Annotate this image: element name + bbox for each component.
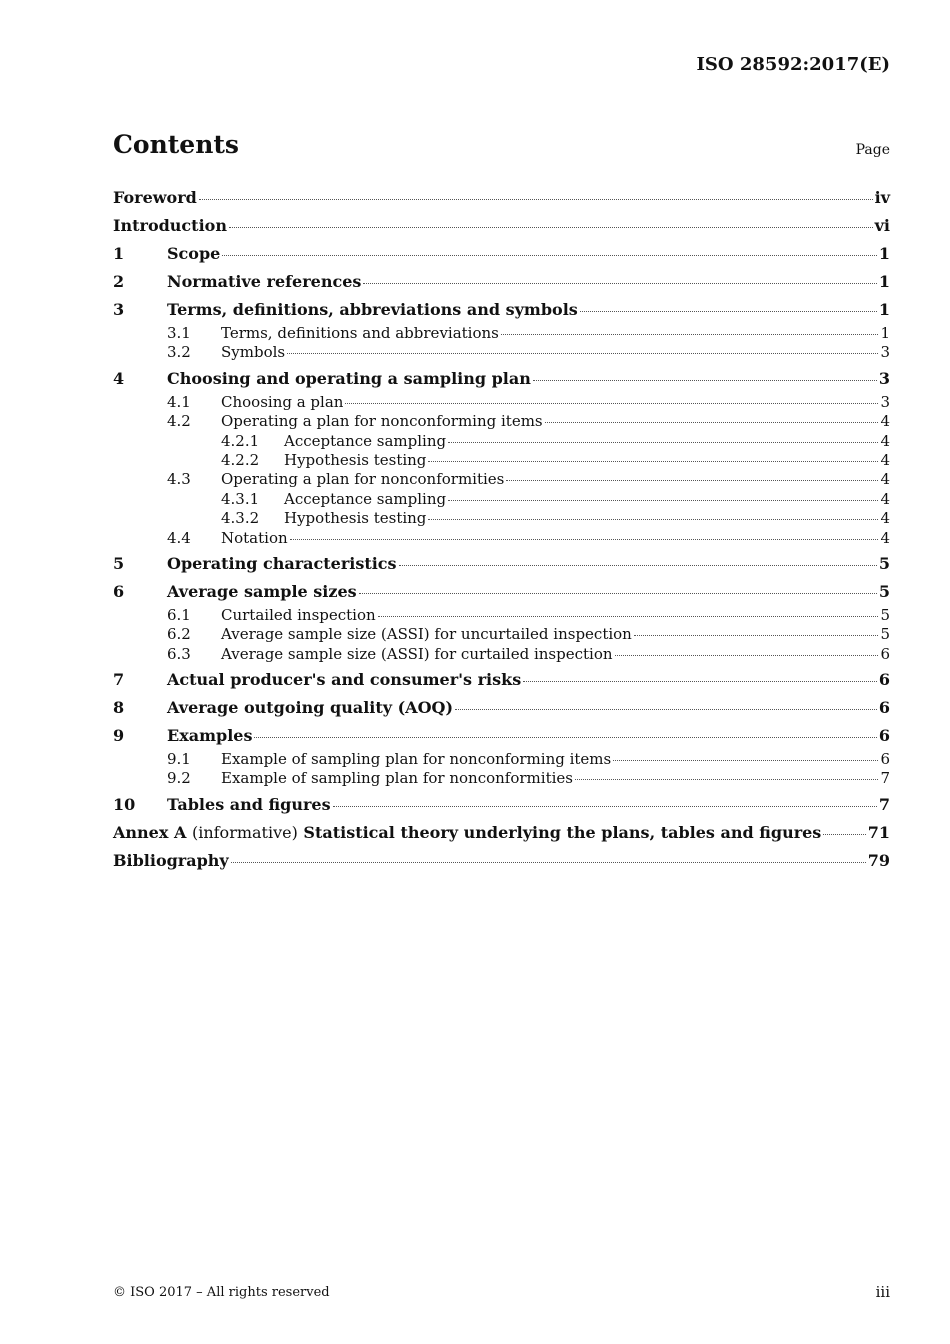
toc-entry-number: 3.2: [167, 343, 191, 362]
leader-dots: [378, 615, 879, 617]
toc-entry[interactable]: [113, 666, 890, 694]
toc-entry-number: 4.2.1: [221, 431, 260, 450]
toc-entry[interactable]: [113, 451, 890, 470]
toc-entry-page: 6: [878, 726, 890, 746]
toc-entry[interactable]: [113, 606, 890, 625]
toc-entry-number: 3: [113, 300, 125, 319]
toc-entry[interactable]: [113, 694, 890, 722]
leader-dots: [455, 708, 877, 710]
leader-dots: [615, 654, 879, 656]
annex-label: Annex A: [113, 822, 187, 842]
toc-entry-number: 4.3.2: [221, 509, 260, 528]
toc-entry-title[interactable]: Introduction: [113, 216, 227, 235]
leader-dots: [523, 680, 877, 682]
toc-entry-number: 3.1: [167, 324, 191, 342]
leader-dots: [823, 833, 865, 835]
toc-entry[interactable]: [113, 296, 890, 324]
toc-entry-title[interactable]: Operating a plan for nonconforming items: [221, 412, 543, 431]
toc-entry[interactable]: [113, 791, 890, 819]
toc-entry-number: 5: [113, 553, 125, 573]
toc-entry[interactable]: [113, 432, 890, 451]
leader-dots: [333, 805, 877, 807]
toc-entry-page: 3: [880, 343, 890, 362]
toc-entry-title[interactable]: Actual producer's and consumer's risks: [167, 670, 522, 690]
toc-entry[interactable]: [113, 365, 890, 393]
copyright-notice: © ISO 2017 – All rights reserved: [113, 1285, 330, 1300]
toc-entry-page: 5: [878, 553, 890, 573]
page-title: Contents: [113, 130, 240, 159]
toc-entry-page: 4: [880, 509, 890, 528]
toc-entry[interactable]: [113, 769, 890, 788]
toc-entry[interactable]: [113, 343, 890, 362]
toc-entry-number: 6: [113, 581, 125, 601]
toc-entry-page: 4: [880, 489, 890, 508]
toc-entry-number: 4.3: [167, 470, 191, 489]
toc-entry[interactable]: [113, 268, 890, 296]
toc-entry-page: 6: [880, 750, 890, 769]
toc-entry-page: 4: [880, 412, 890, 431]
toc-entry-page: 5: [880, 605, 890, 624]
toc-entry[interactable]: [113, 212, 890, 240]
toc-entry-title[interactable]: Hypothesis testing: [284, 509, 427, 528]
page-number: iii: [875, 1283, 890, 1301]
toc-entry-number: 9: [113, 726, 125, 746]
toc-entry-title[interactable]: Operating characteristics: [167, 553, 397, 573]
toc-entry-number: 4: [113, 368, 125, 388]
leader-dots: [287, 352, 878, 354]
toc-entry-title[interactable]: Bibliography: [113, 850, 229, 870]
toc-entry[interactable]: [113, 578, 890, 606]
leader-dots: [363, 282, 876, 284]
toc-entry-page: 7: [880, 769, 890, 788]
toc-entry-page: 4: [880, 470, 890, 489]
toc-entry[interactable]: [113, 393, 890, 412]
toc-entry-title[interactable]: Choosing a plan: [221, 392, 344, 411]
toc-entry-number: 4.2.2: [221, 450, 260, 469]
toc-entry[interactable]: [113, 847, 890, 875]
toc-entry-number: 4.1: [167, 392, 191, 411]
toc-entry-title[interactable]: Notation: [221, 528, 288, 547]
toc-entry[interactable]: [113, 625, 890, 644]
page-column-label: Page: [855, 142, 890, 158]
toc-entry-number: 6.3: [167, 644, 191, 663]
leader-dots: [580, 310, 877, 312]
leader-dots: [231, 861, 866, 863]
leader-dots: [448, 499, 878, 501]
toc-entry-number: 4.2: [167, 412, 191, 431]
toc-entry-number: 9.1: [167, 750, 191, 769]
toc-entry-title[interactable]: Curtailed inspection: [221, 605, 376, 624]
toc-entry-number: 6.1: [167, 605, 191, 624]
toc-entry-title[interactable]: Acceptance sampling: [284, 489, 447, 508]
leader-dots: [613, 759, 878, 761]
toc-entry[interactable]: [113, 240, 890, 268]
toc-entry-title[interactable]: Examples: [167, 726, 253, 746]
toc-entry-title[interactable]: Example of sampling plan for nonconforming items: [221, 750, 612, 769]
toc-entry[interactable]: [113, 645, 890, 664]
toc-entry-number: 2: [113, 272, 125, 291]
toc-entry-page: 6: [878, 670, 890, 690]
leader-dots: [545, 421, 879, 423]
leader-dots: [254, 736, 876, 738]
toc-entry-page: 6: [878, 698, 890, 718]
toc-entry-page: 71: [867, 822, 890, 842]
toc-entry-title[interactable]: Scope: [167, 244, 221, 263]
toc-entry-page: 5: [880, 625, 890, 644]
toc-entry-title[interactable]: Symbols: [221, 343, 286, 362]
toc-entry[interactable]: [113, 184, 890, 212]
leader-dots: [501, 333, 879, 335]
toc-entry-page: 4: [880, 528, 890, 547]
toc-entry-title[interactable]: Average sample sizes: [167, 581, 357, 601]
leader-dots: [448, 441, 878, 443]
toc-entry-title[interactable]: Average outgoing quality (AOQ): [167, 698, 454, 718]
leader-dots: [506, 479, 878, 481]
toc-entry-page: 1: [878, 272, 890, 291]
toc-entry-title[interactable]: Acceptance sampling: [284, 431, 447, 450]
toc-entry-number: 9.2: [167, 769, 191, 788]
toc-entry-title[interactable]: Average sample size (ASSI) for curtailed inspection: [221, 644, 613, 663]
toc-entry-page: 79: [867, 850, 890, 870]
toc-entry-page: 1: [878, 300, 890, 319]
toc-entry-number: 7: [113, 670, 125, 690]
toc-entry-page: 5: [878, 581, 890, 601]
leader-dots: [399, 564, 877, 566]
toc-entry-number: 6.2: [167, 625, 191, 644]
toc-entry-title[interactable]: [113, 819, 821, 847]
document-id: ISO 28592:2017(E): [696, 54, 890, 75]
leader-dots: [359, 592, 877, 594]
toc-entry-page: 3: [878, 368, 890, 388]
toc-entry[interactable]: [113, 324, 890, 343]
toc-entry-title[interactable]: Terms, definitions and abbreviations: [221, 324, 499, 342]
toc-entry-page: 4: [880, 431, 890, 450]
toc-entry-page: 6: [880, 644, 890, 663]
toc-entry[interactable]: [113, 412, 890, 431]
toc-entry[interactable]: [113, 470, 890, 489]
toc-entry-number: 10: [113, 794, 136, 814]
toc-entry-title[interactable]: Operating a plan for nonconformities: [221, 470, 505, 489]
leader-dots: [428, 518, 878, 520]
toc-entry-title[interactable]: Example of sampling plan for nonconformities: [221, 769, 573, 788]
toc-entry-page: 1: [878, 244, 890, 263]
toc-entry-page: 3: [880, 392, 890, 411]
toc-entry[interactable]: [113, 490, 890, 509]
toc-entry-title[interactable]: Normative references: [167, 272, 362, 291]
toc-entry-title[interactable]: Choosing and operating a sampling plan: [167, 368, 531, 388]
annex-note: (informative): [191, 822, 298, 842]
table-of-contents: [113, 184, 890, 875]
toc-entry-title[interactable]: Hypothesis testing: [284, 450, 427, 469]
leader-dots: [345, 402, 878, 404]
toc-entry[interactable]: [113, 819, 890, 847]
leader-dots: [533, 379, 877, 381]
toc-entry-page: vi: [874, 216, 890, 235]
leader-dots: [290, 538, 879, 540]
toc-entry-title[interactable]: Average sample size (ASSI) for uncurtailed inspection: [221, 625, 632, 644]
toc-entry-number: 1: [113, 244, 125, 263]
toc-entry[interactable]: [113, 509, 890, 528]
annex-title: Statistical theory underlying the plans, tables and figures: [303, 822, 822, 842]
leader-dots: [222, 254, 877, 256]
leader-dots: [428, 460, 878, 462]
leader-dots: [229, 226, 873, 228]
toc-entry-number: 8: [113, 698, 125, 718]
toc-entry[interactable]: [113, 750, 890, 769]
toc-entry[interactable]: [113, 722, 890, 750]
leader-dots: [199, 198, 873, 200]
toc-entry[interactable]: [113, 529, 890, 548]
toc-entry-title[interactable]: Tables and figures: [167, 794, 331, 814]
toc-entry-page: iv: [874, 188, 890, 207]
leader-dots: [575, 778, 878, 780]
toc-entry-title[interactable]: Foreword: [113, 188, 197, 207]
toc-entry-page: 1: [880, 324, 890, 342]
toc-entry-number: 4.3.1: [221, 489, 260, 508]
toc-entry[interactable]: [113, 550, 890, 578]
toc-entry-number: 4.4: [167, 528, 191, 547]
toc-entry-title[interactable]: Terms, definitions, abbreviations and symbols: [167, 300, 578, 319]
leader-dots: [634, 634, 879, 636]
toc-entry-page: 4: [880, 450, 890, 469]
toc-entry-page: 7: [878, 794, 890, 814]
